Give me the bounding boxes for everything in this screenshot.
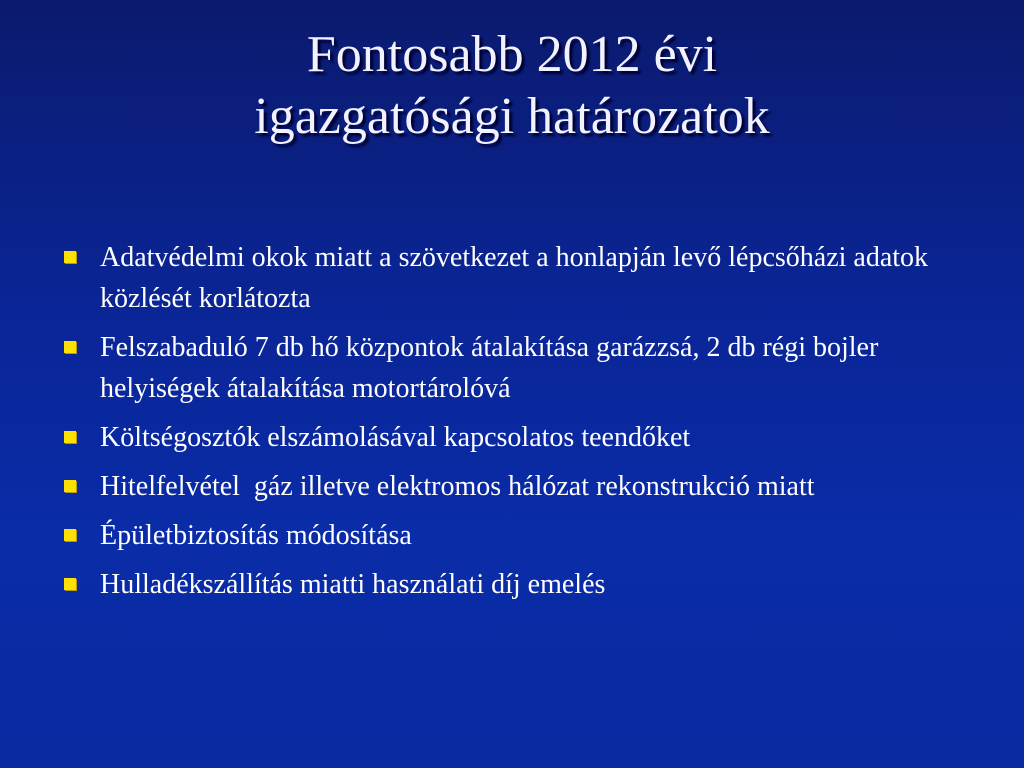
bullet-text: Hitelfelvétel gáz illetve elektromos hálózat rekonstrukció miatt	[100, 471, 815, 502]
square-bullet-icon	[64, 529, 76, 541]
square-bullet-icon	[64, 341, 76, 353]
bullet-list	[62, 237, 962, 613]
square-bullet-icon	[64, 578, 76, 590]
bullet-item	[62, 327, 962, 409]
square-bullet-icon	[64, 251, 76, 263]
slide-title-line-1: Fontosabb 2012 évi	[306, 26, 718, 83]
slide-title	[0, 24, 1024, 148]
square-bullet-icon	[64, 480, 76, 492]
bullet-text: Adatvédelmi okok miatt a szövetkezet a honlapján levő lépcsőházi adatok közlését korlátozta	[100, 242, 929, 314]
bullet-item	[62, 417, 962, 458]
bullet-item	[62, 237, 962, 319]
bullet-text: Költségosztók elszámolásával kapcsolatos teendőket	[100, 422, 691, 453]
bullet-item	[62, 515, 962, 556]
square-bullet-icon	[64, 431, 76, 443]
bullet-text: Felszabaduló 7 db hő központok átalakítása garázzsá, 2 db régi bojler helyiségek átalakítása motortárolóvá	[100, 332, 879, 404]
bullet-text: Épületbiztosítás módosítása	[100, 520, 412, 551]
slide-title-line-2: igazgatósági határozatok	[254, 88, 770, 145]
bullet-item	[62, 466, 962, 507]
bullet-item	[62, 564, 962, 605]
bullet-text: Hulladékszállítás miatti használati díj emelés	[100, 569, 606, 600]
